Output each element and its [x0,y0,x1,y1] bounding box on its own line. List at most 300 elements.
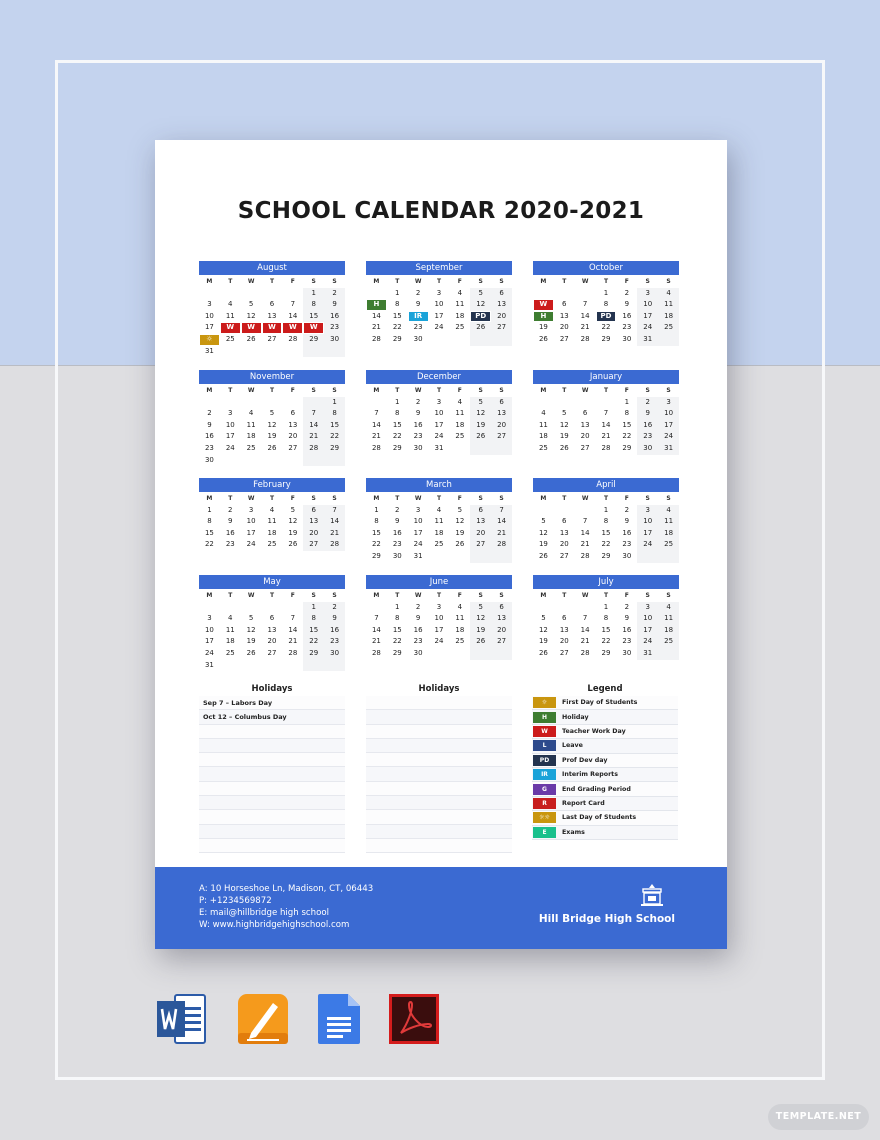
weekday-header: M [373,495,380,502]
day-cell: 13 [559,311,569,320]
day-cell: 4 [457,288,463,297]
day-cell: 24 [637,322,658,334]
day-cell: 2 [228,505,233,514]
day-cell: 28 [580,648,590,657]
day-cell: 18 [434,528,444,537]
day-cell-empty [470,551,491,563]
day-cell-empty [470,334,491,346]
day-cell: 3 [207,300,212,309]
day-cell-empty [533,288,554,300]
day-cell-empty [554,602,575,614]
day-cell: 26 [246,648,256,657]
legend-item [532,725,678,739]
day-cell: 30 [637,443,658,455]
day-cell: 10 [434,300,444,309]
day-cell: 28 [303,443,324,455]
weekday-header: M [373,592,380,599]
day-cell-empty [491,551,512,563]
day-cell: 16 [413,420,423,429]
day-cell: 26 [538,551,548,560]
day-cell: 26 [455,540,465,549]
day-cell: 14 [580,528,590,537]
day-cell: 13 [303,516,324,528]
day-cell: 2 [395,505,400,514]
legend-item [532,710,678,724]
day-cell: 20 [491,311,512,323]
day-cell: 23 [413,637,423,646]
month-header: January [533,370,679,384]
legend-swatch: L [533,740,556,751]
holiday-row: Sep 7 – Labors Day [199,696,345,710]
day-cell: 29 [601,648,611,657]
day-cell: 6 [269,300,275,309]
calendar-page [155,140,727,949]
day-cell: 14 [324,516,345,528]
day-cell: 12 [470,408,491,420]
holiday-row [199,825,345,839]
legend-item [532,696,678,710]
day-cell: 13 [559,528,569,537]
day-cell: 26 [470,431,491,443]
day-cell: 5 [541,517,546,526]
day-cell: 27 [267,648,277,657]
day-cell: 27 [559,334,569,343]
month-december [366,370,512,455]
day-cell: 10 [204,625,214,634]
holidays-heading-right: Holidays [418,684,460,694]
day-cell: 25 [225,648,235,657]
day-cell-empty [262,660,283,672]
day-cell: 28 [371,648,381,657]
day-cell: 5 [470,288,491,300]
day-cell: 9 [637,408,658,420]
day-cell: 21 [288,637,298,646]
weekday-header: T [603,278,609,285]
day-cell-empty [303,660,324,672]
day-cell: 7 [303,408,324,420]
day-cell: 9 [228,517,233,526]
day-cell-empty [366,288,387,300]
holidays-list-right [366,683,512,853]
month-june [366,575,512,660]
day-cell: 17 [204,637,214,646]
day-cell: 8 [207,517,212,526]
day-cell: 15 [392,420,402,429]
day-cell-empty [429,551,450,563]
day-cell: 4 [457,397,463,406]
day-cell-empty [658,334,679,346]
day-cell: 17 [658,420,679,432]
website-text: W: www.highbridgehighschool.com [199,920,350,930]
day-cell: 10 [204,311,214,320]
day-cell: 11 [455,300,465,309]
day-cell-empty [324,455,345,467]
day-cell: 26 [538,648,548,657]
day-cell: 8 [324,408,345,420]
day-cell: 2 [207,409,212,418]
day-cell: 26 [267,443,277,452]
day-cell-empty [533,397,554,409]
day-cell: 19 [288,528,298,537]
day-cell: 10 [434,614,444,623]
day-cell: 27 [303,539,324,551]
day-cell: 13 [267,311,277,320]
legend-swatch: ☼ [533,697,556,708]
day-cell: 6 [290,409,296,418]
day-cell: 16 [622,311,632,320]
watermark-badge[interactable]: TEMPLATE.NET [768,1104,869,1130]
month-header: November [199,370,345,384]
day-cell: 16 [622,528,632,537]
day-cell: 20 [559,540,569,549]
month-header: June [366,575,512,589]
weekday-header: W [247,387,255,394]
day-cell: 25 [225,334,235,343]
day-cell: 27 [470,539,491,551]
weekday-header: S [499,592,504,599]
legend-item [532,768,678,782]
day-cell: 11 [455,614,465,623]
legend-label: Leave [562,742,583,750]
day-cell: 1 [324,397,345,409]
day-cell-empty [596,397,617,409]
holidays-heading-left: Holidays [251,684,293,694]
day-cell-empty [366,397,387,409]
google-docs-icon[interactable] [314,993,366,1045]
day-cell: 1 [303,602,324,614]
month-header: July [533,575,679,589]
day-cell: 10 [637,613,658,625]
day-cell-empty [491,334,512,346]
day-cell: 19 [470,625,491,637]
day-cell-empty [282,602,303,614]
day-cell: 3 [436,602,442,611]
day-cell: 11 [455,409,465,418]
month-grid [366,590,512,660]
weekday-header: M [206,387,213,394]
day-cell: 29 [622,443,632,452]
day-cell: 23 [324,636,345,648]
weekday-header: M [206,495,213,502]
legend-item [532,826,678,840]
day-cell: 2 [324,602,345,614]
day-cell: 17 [637,311,658,323]
day-cell-empty [470,648,491,660]
day-cell: 29 [392,334,402,343]
day-cell: 31 [204,660,214,669]
day-cell: 16 [392,528,402,537]
day-cell: 12 [470,299,491,311]
day-cell-empty [491,443,512,455]
day-cell-empty [262,602,283,614]
email-text: E: mail@hillbridge high school [199,908,329,918]
legend-item [532,754,678,768]
weekday-header: M [540,495,547,502]
day-cell-empty [533,505,554,517]
day-cell: 23 [622,637,632,646]
legend-rows [532,696,678,840]
day-cell-empty [282,288,303,300]
day-cell: 18 [658,625,679,637]
day-cell-marked: ☼ [200,335,219,345]
day-cell: 17 [637,528,658,540]
month-header: August [199,261,345,275]
day-cell: 6 [491,288,512,300]
holiday-row [199,796,345,810]
day-cell: 19 [559,432,569,441]
weekday-header: S [499,495,504,502]
month-header: February [199,478,345,492]
day-cell-empty [449,551,470,563]
month-may [199,575,345,671]
day-cell-marked: H [367,300,386,310]
weekday-header: S [311,592,316,599]
day-cell-marked: W [221,323,240,333]
holiday-row [366,839,512,853]
day-cell: 14 [288,311,298,320]
day-cell: 5 [269,409,275,418]
day-cell: 24 [434,323,444,332]
day-cell: 14 [580,625,590,634]
legend-label: Last Day of Students [562,814,637,822]
day-cell-empty [262,346,283,358]
day-cell: 22 [601,540,611,549]
day-cell: 30 [324,334,345,346]
day-cell: 8 [603,517,609,526]
day-cell: 7 [582,300,588,309]
day-cell: 22 [303,636,324,648]
month-grid [199,276,345,357]
day-cell: 27 [491,431,512,443]
weekday-header: F [457,592,462,599]
day-cell: 9 [624,300,630,309]
holiday-row [366,696,512,710]
month-grid [199,590,345,671]
day-cell: 5 [470,602,491,614]
day-cell: 13 [491,613,512,625]
weekday-header: F [624,387,629,394]
day-cell: 28 [580,334,590,343]
day-cell: 22 [324,431,345,443]
day-cell: 6 [562,517,567,526]
day-cell: 23 [622,540,632,549]
day-cell: 4 [248,409,254,418]
day-cell: 12 [246,625,256,634]
holiday-row [366,767,512,781]
month-header: October [533,261,679,275]
phone-text: P: +1234569872 [199,896,272,906]
day-cell-empty [658,648,679,660]
weekday-header: T [228,592,233,599]
day-cell: 7 [603,409,609,418]
day-cell: 31 [637,334,658,346]
weekday-header: S [666,495,671,502]
month-grid [366,385,512,455]
day-cell: 1 [395,288,400,297]
legend-label: First Day of Students [562,699,638,707]
day-cell: 4 [228,614,233,623]
day-cell: 30 [413,648,423,657]
weekday-header: S [332,592,337,599]
weekday-header: S [332,278,337,285]
contact-info [199,883,373,931]
day-cell-empty [241,455,262,467]
day-cell: 2 [415,397,421,406]
weekday-header: S [311,495,316,502]
day-cell: 13 [288,420,298,429]
weekday-header: F [624,495,629,502]
weekday-header: F [457,495,462,502]
day-cell-empty [241,602,262,614]
weekday-header: W [581,592,589,599]
day-cell: 18 [225,637,235,646]
weekday-header: T [228,278,233,285]
day-cell: 9 [324,613,345,625]
day-cell: 21 [580,637,590,646]
day-cell: 22 [392,323,402,332]
day-cell: 25 [658,322,679,334]
day-cell: 6 [269,614,275,623]
day-cell: 19 [246,637,256,646]
day-cell: 19 [267,432,277,441]
day-cell: 23 [324,322,345,334]
day-cell-empty [303,455,324,467]
day-cell: 30 [413,443,423,452]
day-cell: 2 [637,397,658,409]
month-grid [199,385,345,466]
day-cell: 28 [371,443,381,452]
day-cell: 17 [413,528,423,537]
day-cell: 3 [637,288,658,300]
pages-icon[interactable] [237,993,289,1045]
day-cell-empty [303,397,324,409]
weekday-header: W [414,278,422,285]
day-cell: 15 [371,528,381,537]
day-cell-empty [575,397,596,409]
legend-item [532,797,678,811]
day-cell: 18 [246,432,256,441]
day-cell: 7 [374,614,379,623]
day-cell: 30 [622,648,632,657]
day-cell: 12 [559,420,569,429]
day-cell: 4 [658,288,679,300]
day-cell: 2 [624,505,630,514]
day-cell-marked: H [534,312,553,322]
day-cell: 29 [324,443,345,455]
holiday-row [199,782,345,796]
day-cell: 4 [436,505,442,514]
day-cell: 29 [601,551,611,560]
legend-swatch: IR [533,769,556,780]
day-cell: 23 [637,431,658,443]
day-cell: 29 [601,334,611,343]
day-cell: 21 [491,528,512,540]
day-cell: 9 [395,517,400,526]
day-cell: 3 [415,505,421,514]
legend-swatch: R [533,798,556,809]
legend-label: End Grading Period [562,785,631,793]
day-cell: 2 [624,288,630,297]
day-cell: 21 [303,431,324,443]
day-cell: 17 [246,528,256,537]
day-cell: 25 [267,540,277,549]
day-cell: 1 [624,397,630,406]
weekday-header: M [540,592,547,599]
footer [155,867,727,949]
day-cell: 21 [371,637,381,646]
weekday-header: T [228,495,233,502]
legend-swatch: H [533,712,556,723]
weekday-header: S [332,387,337,394]
legend-label: Holiday [562,713,589,721]
day-cell: 19 [455,528,465,537]
month-february [199,478,345,551]
day-cell: 12 [288,517,298,526]
day-cell: 12 [246,311,256,320]
page-title: SCHOOL CALENDAR 2020-2021 [237,198,645,224]
day-cell: 1 [207,505,212,514]
word-icon[interactable] [155,993,207,1045]
day-cell-empty [470,443,491,455]
day-cell: 4 [457,602,463,611]
day-cell: 30 [622,334,632,343]
day-cell-empty [303,346,324,358]
weekday-header: T [436,592,442,599]
day-cell: 18 [455,420,465,429]
day-cell: 22 [204,540,214,549]
weekday-header: S [332,495,337,502]
day-cell: 7 [290,614,296,623]
day-cell: 7 [324,505,345,517]
weekday-header: S [645,278,650,285]
day-cell: 28 [580,551,590,560]
day-cell: 31 [434,443,444,452]
day-cell: 27 [491,322,512,334]
month-grid [533,385,679,455]
day-cell: 19 [470,420,491,432]
weekday-header: S [645,387,650,394]
day-cell: 20 [491,625,512,637]
day-cell: 30 [204,455,214,464]
day-cell: 1 [374,505,379,514]
day-cell: 27 [559,648,569,657]
day-cell-empty [262,288,283,300]
weekday-header: T [603,387,609,394]
weekday-header: M [206,592,213,599]
day-cell: 24 [204,648,214,657]
day-cell: 18 [455,625,465,634]
day-cell-empty [241,660,262,672]
day-cell: 3 [436,288,442,297]
pdf-icon[interactable] [388,993,440,1045]
day-cell: 13 [267,625,277,634]
day-cell: 27 [267,334,277,343]
day-cell: 16 [413,625,423,634]
day-cell: 28 [371,334,381,343]
day-cell: 11 [658,516,679,528]
legend-item [532,739,678,753]
day-cell-marked: W [263,323,282,333]
day-cell: 25 [538,443,548,452]
day-cell: 6 [582,409,588,418]
day-cell: 12 [470,613,491,625]
day-cell: 11 [267,517,277,526]
weekday-header: M [206,278,213,285]
day-cell-empty [282,397,303,409]
month-grid [366,493,512,563]
day-cell: 1 [603,602,609,611]
day-cell: 20 [288,432,298,441]
